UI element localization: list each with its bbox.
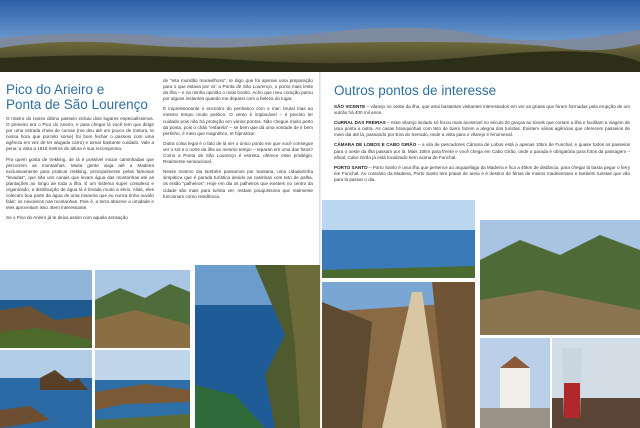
- paragraph: É impressionante o encontro do penhasco com o mar: brutal mas ao mesmo tempo muito poético. O vento é implacável – é preciso ter cuidado pois não há proteção em vários pontos. Não chegue muito perto da ponta, pois o chão "esfarela" – se bem que dá uma vontade de ir bem pertinho, é meio que magnético, te hipnotiza!: [163, 106, 313, 136]
- poi-name: CURRAL DAS FREIRAS: [334, 120, 386, 126]
- points-of-interest-list: [334, 104, 630, 187]
- right-page-title: Outros pontos de interesse: [334, 83, 497, 98]
- banner-landscape-photo: [0, 0, 640, 72]
- paragraph: Nesse mesmo dia também passamos por Santana, uma cidadezinha simpática que é parada turística devido as casinhas com teto de palha, os então "palheiros". Hoje em dia os palheiros que existem no centro da cidade são mais para turista ver, restam pouquíssima que realmente funcionam como residência.: [163, 169, 313, 199]
- church-photo: [480, 338, 550, 428]
- left-column-1: [6, 116, 154, 226]
- mountain-village-photo: [480, 220, 640, 335]
- left-page-title: [6, 82, 166, 112]
- sangria-photo: [552, 338, 640, 428]
- title-line-1: Pico do Arieiro e: [6, 82, 105, 97]
- paragraph: Se o Pico do Arieiro já te deixa assim com aquela sensação: [6, 215, 128, 221]
- paragraph: de "eita mundão maravilhoso", te digo que foi apenas uma preparação para o que estava por vir: a Ponta de São Lourenço, o ponto mais leste da ilha – e na minha opinião o mais bonito. Acho que meu coração parou por alguns instantes quando me deparei com a beleza do lugar.: [163, 78, 313, 102]
- poi-name: CÂMARA DE LOBOS E CABO GIRÃO: [334, 142, 417, 148]
- poi-text: – esse vilarejo isolado só fecou mais acessível no século 20 graças ao túnels que cortam a ilha e facilitam a viagem de uma ponta a outra. As casas branquinhas com teto de barro fazem a alegria dos turistas. Existem várias agências que oferecem passeios de meio dia até lá, passando por Eira do Serrado, onde a vista para o vilarejo é fenomenal.: [334, 120, 630, 138]
- left-column-2: [163, 78, 313, 204]
- sea-rocks-photo: [0, 350, 92, 428]
- green-valley-photo: [95, 270, 190, 348]
- list-item: [334, 165, 630, 183]
- coast-cliffs-photo: [0, 270, 92, 348]
- poi-text: – a vila de pescadores Câmara de Lobos está a apenas 10km de Funchal, e quase todos os passeios para o oeste da ilha passam por lá. Mais 10km para frente e você chega em Cabo Girão, onde a parada é obrigatória para fotos da passagem – afinal, Cabo Girão já está localizado bem acima de Funchal.: [334, 142, 630, 160]
- sea-horizon-photo: [322, 200, 475, 278]
- list-item: [334, 142, 630, 160]
- paragraph: Outra coisa legal é o fato de lá ser o único ponto em que você consegue ver o sol e o norte da ilha ao mesmo tempo – reparan em uma das fotos? Como a Ponta de São Lourenço é estreita, oferece esse privilégio. Realmente sensacional.: [163, 140, 313, 165]
- poi-name: SÃO VICENTE: [334, 104, 366, 109]
- list-item: [334, 120, 630, 138]
- cliff-ocean-photo: [195, 265, 320, 428]
- paragraph: O roteiro do nosso último passeio incluiu dois lugares especialíssimos. O primeiro era o Pico do Arieiro, e para chegar lá você tem que dirigir por uma estrada cheia de curvas (me deu até um pouco de tontura, te nossa hora que porcelo some) foi bom fechar o passeio com uma agência em vez de ter alugado carro) e tomar bastante cuidado. Vale a pena: a vista a 1818 metros de altura é sua recompensa.: [6, 116, 154, 152]
- title-line-2: Ponta de São Lourenço: [6, 97, 148, 112]
- list-item: [334, 104, 630, 116]
- poi-text: – vilarejo no oeste da ilha, que atrai bastantes visitantes interessados em ver as grutas que foram formadas pela erupção de um vulcão há 400 mil anos.: [334, 104, 630, 116]
- poi-text: – Porto Santo é uma ilha que pertence ao arquipélago da Madeira e fica a 40km de distância, para chegar lá basta pegar o ferry em Funchal. Ao contrário da Madeira, Porto Santo tem praias de areia e é destino de férias de muitos madeirenses e também turistas que vão para lá passar o dia.: [334, 164, 630, 182]
- paragraph: Pra quem gosta de trekking, de lá é possível iniciar caminhadas que percorrem as montanhas. Muita gente viaja até a Madeira exclusivamente para praticar trekking, principalmente pelas famosas "levadas", que são uns canais que levam água das montanhas até as plantações ao longo de toda a ilha. É um sistema super complexo e organizado, a distribuição de água lá é levada muito a sério. Aliás, eles colecam boa parte da água de uma maneira que eu nunca tinha ouvido falar: os nevoeiros nas montanhas. Pois é, a terra absorve a umidade e eles aproveitam isso. Bem interessante.: [6, 156, 154, 211]
- peninsula-photo: [95, 350, 190, 428]
- stairway-photo: [322, 282, 475, 428]
- poi-name: PORTO SANTO: [334, 164, 368, 170]
